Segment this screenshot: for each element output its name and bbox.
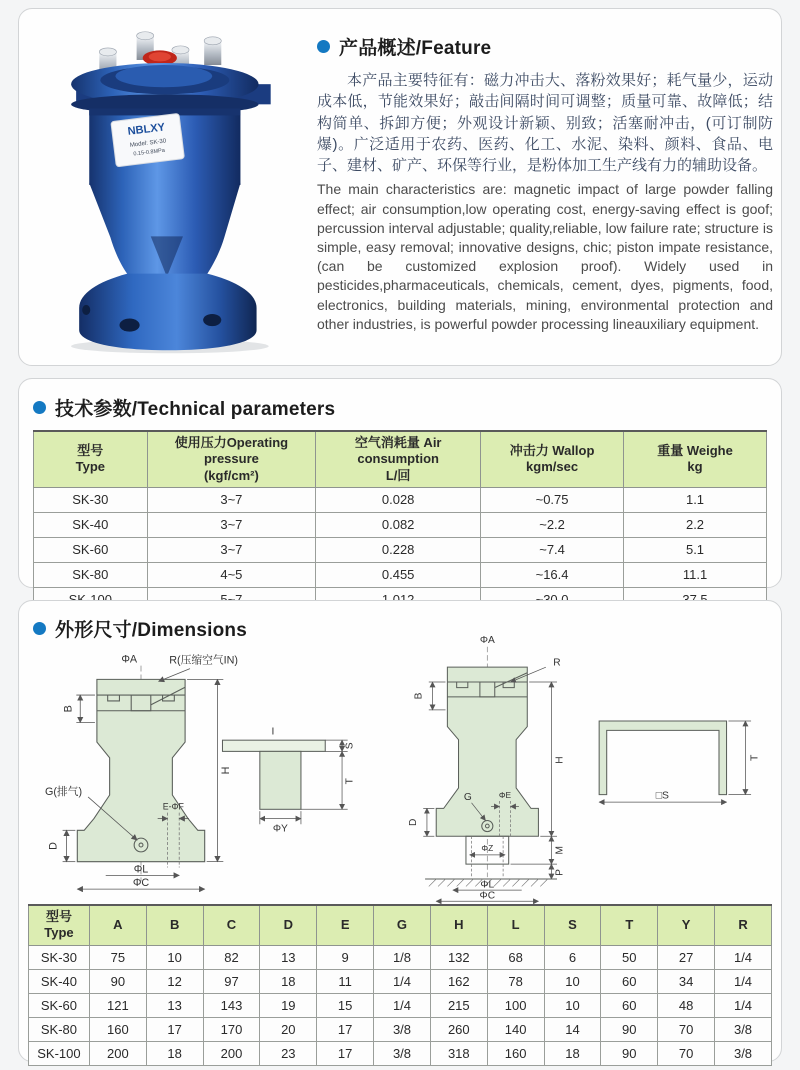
column-header-D: D — [260, 905, 317, 945]
value-cell: 10 — [146, 945, 203, 969]
value-cell: 17 — [317, 1041, 374, 1065]
table-row — [29, 1041, 772, 1065]
dim-label-D: D — [407, 818, 419, 827]
drawing-channel-bracket — [585, 700, 769, 825]
feature-panel — [18, 8, 782, 366]
feature-section — [317, 33, 773, 334]
value-cell: 23 — [260, 1041, 317, 1065]
feature-paragraph-en: The main characteristics are: magnetic impact of large powder falling effect; air consumption,low operating cost, energy-saving effect is goof; percussion interval adjustable; quality,reliable, low failure rate; structure is simple, easy removal; innovative designs, chic; piston impate resistance,(can be customized explosion proof). Widely used in pesticides,pharmaceuticals, chemicals, cement, dyes, pigments, food, electronics, building materials, mining, environmental protection and other industries, is powerful powder processing lineauxiliary equipment. — [317, 181, 773, 332]
value-cell: 170 — [203, 1017, 260, 1041]
value-cell: 3/8 — [715, 1041, 772, 1065]
value-cell: 2.2 — [624, 512, 767, 537]
dim-label-D: D — [47, 842, 60, 850]
dim-label-EF: E-ΦF — [162, 801, 184, 812]
column-header-type: 型号 Type — [34, 431, 148, 487]
value-cell: 75 — [89, 945, 146, 969]
value-cell: 1/4 — [374, 969, 431, 993]
value-cell: 19 — [260, 993, 317, 1017]
dim-label-phiY: ΦY — [272, 823, 288, 834]
value-cell: 132 — [430, 945, 487, 969]
technical-parameters-table — [33, 430, 767, 613]
value-cell: 6 — [544, 945, 601, 969]
value-cell: 3~7 — [147, 487, 316, 512]
column-header-H: H — [430, 905, 487, 945]
dim-label-phiZ: ΦZ — [481, 843, 494, 854]
value-cell: 5.1 — [624, 537, 767, 562]
value-cell: 50 — [601, 945, 658, 969]
value-cell: 140 — [487, 1017, 544, 1041]
value-cell: 0.028 — [316, 487, 481, 512]
value-cell: 121 — [89, 993, 146, 1017]
value-cell: 48 — [658, 993, 715, 1017]
table-row — [29, 969, 772, 993]
value-cell: 18 — [544, 1041, 601, 1065]
value-cell: 215 — [430, 993, 487, 1017]
feature-heading — [317, 33, 773, 60]
dim-label-H: H — [554, 756, 566, 764]
dim-label-exhaust: G(排气) — [44, 786, 83, 799]
dim-label-S: S — [344, 742, 356, 750]
bullet-icon — [33, 622, 46, 635]
value-cell: 3~7 — [147, 512, 316, 537]
dim-label-phiE: ΦE — [498, 790, 512, 801]
dim-label-S: □S — [655, 790, 669, 802]
value-cell: 13 — [260, 945, 317, 969]
column-header-Y: Y — [658, 905, 715, 945]
dim-label-air-in: R(压缩空气IN) — [169, 654, 239, 667]
value-cell: 100 — [487, 993, 544, 1017]
drawing-t-section — [215, 708, 357, 834]
column-header-type: 型号 Type — [29, 905, 90, 945]
value-cell: 160 — [487, 1041, 544, 1065]
pressure-text: 0.15-0.8MPa — [133, 147, 166, 158]
value-cell: 18 — [260, 969, 317, 993]
column-header-R: R — [715, 905, 772, 945]
value-cell: 9 — [317, 945, 374, 969]
column-header-A: A — [89, 905, 146, 945]
column-header-G: G — [374, 905, 431, 945]
value-cell: 10 — [544, 969, 601, 993]
value-cell: 68 — [487, 945, 544, 969]
column-header-S: S — [544, 905, 601, 945]
table-row — [34, 512, 767, 537]
value-cell: ~0.75 — [481, 487, 624, 512]
value-cell: 15 — [317, 993, 374, 1017]
model-cell: SK-40 — [34, 512, 148, 537]
value-cell: 12 — [146, 969, 203, 993]
model-cell: SK-100 — [29, 1041, 90, 1065]
value-cell: 143 — [203, 993, 260, 1017]
column-header-L: L — [487, 905, 544, 945]
value-cell: 3/8 — [374, 1041, 431, 1065]
model-cell: SK-30 — [34, 487, 148, 512]
value-cell: 13 — [146, 993, 203, 1017]
value-cell: 18 — [146, 1041, 203, 1065]
value-cell: 90 — [601, 1041, 658, 1065]
column-header-E: E — [317, 905, 374, 945]
product-photo — [59, 21, 311, 355]
technical-heading — [33, 394, 781, 421]
value-cell: 318 — [430, 1041, 487, 1065]
value-cell: ~2.2 — [481, 512, 624, 537]
value-cell: 11.1 — [624, 562, 767, 587]
dim-label-B: B — [413, 692, 425, 700]
value-cell: 70 — [658, 1017, 715, 1041]
dim-label-phiC: ΦC — [132, 877, 150, 890]
table-row — [29, 945, 772, 969]
value-cell: 97 — [203, 969, 260, 993]
table-row — [34, 562, 767, 587]
dim-label-H: H — [220, 766, 233, 775]
value-cell: 11 — [317, 969, 374, 993]
value-cell: 260 — [430, 1017, 487, 1041]
value-cell: 162 — [430, 969, 487, 993]
value-cell: 3/8 — [715, 1017, 772, 1041]
column-header-C: C — [203, 905, 260, 945]
value-cell: 1.1 — [624, 487, 767, 512]
value-cell: 1/4 — [715, 945, 772, 969]
dimension-drawings — [19, 635, 781, 902]
table-body — [34, 487, 767, 612]
table-row — [34, 487, 767, 512]
technical-parameters-panel — [18, 378, 782, 588]
value-cell: 90 — [601, 1017, 658, 1041]
column-header-air: 空气消耗量 Air consumption L/回 — [316, 431, 481, 487]
table-row — [29, 1017, 772, 1041]
value-cell: 34 — [658, 969, 715, 993]
dimensions-title: 外形尺寸/Dimensions — [55, 620, 247, 641]
model-cell: SK-80 — [34, 562, 148, 587]
value-cell: 0.455 — [316, 562, 481, 587]
bullet-icon — [33, 401, 46, 414]
dim-label-B: B — [62, 705, 75, 713]
table-row — [34, 537, 767, 562]
model-cell: SK-60 — [29, 993, 90, 1017]
value-cell: 200 — [203, 1041, 260, 1065]
table-row — [29, 993, 772, 1017]
column-header-T: T — [601, 905, 658, 945]
value-cell: 3/8 — [374, 1017, 431, 1041]
model-cell: SK-40 — [29, 969, 90, 993]
drawing-front-view — [43, 648, 239, 895]
value-cell: 60 — [601, 993, 658, 1017]
drawing-mounted-view — [399, 630, 571, 905]
bullet-icon — [317, 40, 330, 53]
dim-label-T: T — [749, 754, 761, 761]
feature-paragraph-zh: 本产品主要特征有：磁力冲击大、落粉效果好；耗气量少，运动成本低，节能效果好；敲击间隔时间可调整；质量可靠、故障低；结构简单、拆卸方便；外观设计新颖、别致；活塞耐冲击，(可订制防爆)。广泛适用于农药、医药、化工、水泥、染料、颜料、食品、电子、建材、矿产、环保等行业，是粉体加工生产线有力的辅助设备。 — [317, 72, 773, 175]
value-cell: 160 — [89, 1017, 146, 1041]
value-cell: 90 — [89, 969, 146, 993]
feature-title: 产品概述/Feature — [339, 38, 492, 59]
dim-label-M: M — [554, 845, 566, 855]
value-cell: 14 — [544, 1017, 601, 1041]
value-cell: 1/8 — [374, 945, 431, 969]
pneumatic-hammer-image — [59, 21, 311, 355]
technical-title: 技术参数/Technical parameters — [55, 399, 336, 420]
value-cell: 20 — [260, 1017, 317, 1041]
dim-label-P: P — [554, 869, 566, 876]
value-cell: 1/4 — [374, 993, 431, 1017]
column-header-wallop: 冲击力 Wallop kgm/sec — [481, 431, 624, 487]
value-cell: ~16.4 — [481, 562, 624, 587]
dimensions-panel — [18, 600, 782, 1062]
value-cell: 60 — [601, 969, 658, 993]
table-body — [29, 945, 772, 1065]
value-cell: 82 — [203, 945, 260, 969]
column-header-weight: 重量 Weighe kg — [624, 431, 767, 487]
value-cell: ~7.4 — [481, 537, 624, 562]
dim-label-T: T — [344, 778, 356, 785]
dim-label-G: G — [463, 792, 472, 804]
column-header-pressure: 使用压力Operating pressure (kgf/cm²) — [147, 431, 316, 487]
model-text: Model: SK-30 — [129, 138, 167, 149]
value-cell: 70 — [658, 1041, 715, 1065]
value-cell: 0.228 — [316, 537, 481, 562]
brand-text: NBLXY — [126, 121, 166, 138]
value-cell: 78 — [487, 969, 544, 993]
value-cell: 200 — [89, 1041, 146, 1065]
dim-label-phiL: ΦL — [133, 863, 149, 876]
value-cell: 0.082 — [316, 512, 481, 537]
dim-label-phiC: ΦC — [479, 890, 496, 902]
dim-label-I: I — [271, 726, 275, 738]
dim-label-phiL: ΦL — [480, 879, 495, 891]
table-header-row — [34, 431, 767, 487]
product-label — [111, 113, 185, 166]
value-cell: 4~5 — [147, 562, 316, 587]
value-cell: 27 — [658, 945, 715, 969]
table-header-row — [29, 905, 772, 945]
dim-label-phiA: ΦA — [479, 635, 495, 647]
dim-label-phiA: ΦA — [121, 653, 138, 666]
model-cell: SK-80 — [29, 1017, 90, 1041]
model-cell: SK-60 — [34, 537, 148, 562]
column-header-B: B — [146, 905, 203, 945]
value-cell: 10 — [544, 993, 601, 1017]
value-cell: 17 — [317, 1017, 374, 1041]
dimensions-table — [28, 904, 772, 1066]
value-cell: 1/4 — [715, 993, 772, 1017]
value-cell: 3~7 — [147, 537, 316, 562]
value-cell: 17 — [146, 1017, 203, 1041]
model-cell: SK-30 — [29, 945, 90, 969]
dim-label-R: R — [553, 657, 561, 669]
value-cell: 1/4 — [715, 969, 772, 993]
